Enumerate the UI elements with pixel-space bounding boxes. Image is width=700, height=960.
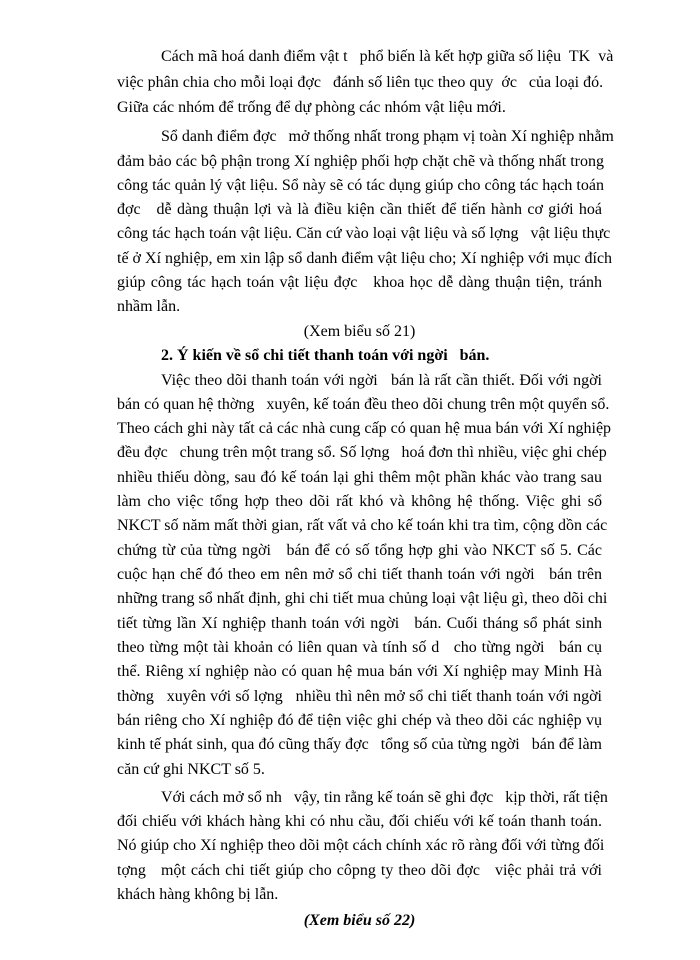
paragraph-3-line: cuộc hạn chế đó theo em nên mở sổ chi tiết thanh toán với ngời bán trên [117,566,602,583]
paragraph-2-line: đảm bảo các bộ phận trong Xí nghiệp phối hợp chặt chẽ và thống nhất trong [117,153,604,170]
paragraph-3-line: những trang sổ nhất định, ghi chi tiết mua chủng loại vật liệu gì, theo dõi chi [117,590,608,607]
figure-reference-21: (Xem biểu số 21) [303,323,416,340]
paragraph-1-line: Cách mã hoá danh điểm vật t phổ biến là kết hợp giữa số liệu TK và [161,48,614,65]
paragraph-3-line: kinh tế phát sinh, qua đó cũng thấy đợc tổng số của từng ngời bán để làm [117,736,602,753]
paragraph-2-line: tế ở Xí nghiệp, em xin lập sổ danh điểm vật liệu cho; Xí nghiệp với mục đích [117,250,613,267]
paragraph-3-line: tiết từng lần Xí nghiệp thanh toán với ngời bán. Cuối tháng sổ phát sinh [117,615,602,632]
paragraph-3-line: thờng xuyên với số lợng nhiều thì nên mở sổ chi tiết thanh toán với ngời [117,688,602,705]
paragraph-3-line: NKCT số năm mất thời gian, rất vất vả cho kế toán khi tra tìm, cộng dồn các [117,517,608,534]
paragraph-4-line: khách hàng không bị lẫn. [117,886,279,903]
paragraph-1-line: việc phân chia cho mỗi loại đợc đánh số liên tục theo quy ớc của loại đó. [117,74,604,91]
paragraph-4-line: Với cách mở sổ nh vậy, tin rằng kế toán sẽ ghi đợc kịp thời, rất tiện [161,789,608,806]
figure-reference-22: (Xem biểu số 22) [303,912,416,929]
paragraph-1-line: Giữa các nhóm để trống để dự phòng các nhóm vật liệu mới. [117,99,506,116]
paragraph-3-line: Theo cách ghi này tất cả các nhà cung cấp có quan hệ mua bán với Xí nghiệp [117,420,612,437]
paragraph-3-line: bán riêng cho Xí nghiệp đó để tiện việc ghi chép và theo dõi các nghiệp vụ [117,712,602,729]
paragraph-3-line: thể. Riêng xí nghiệp nào có quan hệ mua bán với Xí nghiệp may Minh Hà [117,663,602,680]
paragraph-2-line: Sổ danh điểm đợc mở thống nhất trong phạm vị toàn Xí nghiệp nhằm [161,128,614,145]
paragraph-3-line: Việc theo dõi thanh toán với ngời bán là rất cần thiết. Đối với ngời [161,372,602,389]
section-heading: 2. Ý kiến về sổ chi tiết thanh toán với ngời bán. [161,347,490,364]
paragraph-4-line: tợng một cách chi tiết giúp cho côpng ty theo dõi đợc việc phải trả với [117,862,602,879]
paragraph-3-line: nhiều thiếu dòng, sau đó kế toán lại ghi thêm một phần khác vào trang sau [117,469,602,486]
paragraph-2-line: công tác quản lý vật liệu. Sổ này sẽ có tác dụng giúp cho công tác hạch toán [117,177,604,194]
paragraph-3-line: chứng từ của từng ngời bán để có số tổng hợp ghi vào NKCT số 5. Các [117,542,602,559]
paragraph-3-line: đều đợc chung trên một trang sổ. Số lợng hoá đơn thì nhiều, việc ghi chép [117,444,607,461]
paragraph-3-line: theo từng một tài khoản có liên quan và tính số d cho từng ngời bán cụ [117,639,602,656]
paragraph-3-line: bán có quan hệ thờng xuyên, kế toán đều theo dõi chung trên một quyển sổ. [117,396,610,413]
paragraph-2-line: nhầm lẫn. [117,298,181,315]
paragraph-2-line: đợc dễ dàng thuận lợi và là điều kiện cần thiết để tiến hành cơ giới hoá [117,201,602,218]
paragraph-3-line: căn cứ ghi NKCT số 5. [117,761,265,778]
paragraph-4-line: đối chiếu với khách hàng khi có nhu cầu, đối chiếu với kế toán thanh toán. [117,813,602,830]
paragraph-3-line: làm cho việc tổng hợp theo dõi rất khó và không hệ thống. Việc ghi sổ [117,493,602,510]
paragraph-2-line: công tác hạch toán vật liệu. Căn cứ vào loại vật liệu và số lợng vật liệu thực [117,225,611,242]
paragraph-2-line: giúp công tác hạch toán vật liệu đợc khoa học dễ dàng thuận tiện, tránh [117,274,602,291]
paragraph-4-line: Nó giúp cho Xí nghiệp theo dõi một cách chính xác rõ ràng đối với từng đối [117,837,605,854]
